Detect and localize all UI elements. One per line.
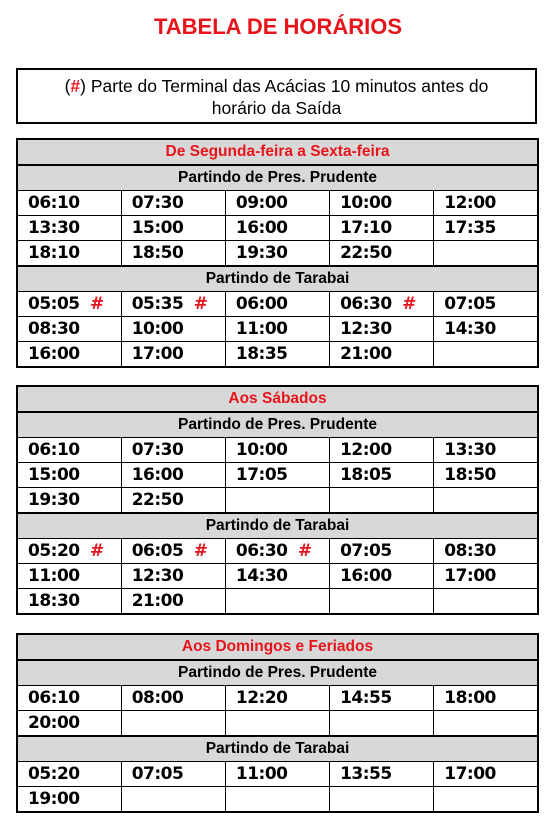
table-row	[17, 317, 538, 342]
time-cell: 06:10	[17, 191, 121, 216]
time-cell	[434, 342, 538, 368]
time-cell: 18:10	[17, 241, 121, 267]
time-cell: 13:30	[17, 216, 121, 241]
time-cell: 20:00	[17, 711, 121, 737]
table-row	[17, 216, 538, 241]
time-value: 06:30	[340, 294, 392, 314]
group-header: Partindo de Tarabai	[17, 513, 538, 539]
hash-marker: #	[297, 541, 312, 561]
hash-marker: #	[90, 294, 104, 314]
time-cell	[225, 711, 329, 737]
time-cell: 11:00	[17, 564, 121, 589]
group-header: Partindo de Tarabai	[17, 736, 538, 762]
table-row	[17, 241, 538, 267]
table-row	[17, 292, 538, 317]
note-text-line2: horário da Saída	[211, 98, 342, 118]
table-row	[17, 488, 538, 514]
time-cell: 19:00	[17, 787, 121, 813]
time-cell: 12:00	[330, 438, 434, 463]
time-cell: 18:00	[434, 686, 538, 711]
time-cell: 17:05	[225, 463, 329, 488]
table-row	[17, 438, 538, 463]
time-cell: 15:00	[121, 216, 225, 241]
time-cell: 07:30	[121, 438, 225, 463]
time-cell: 17:00	[434, 762, 538, 787]
hash-marker: #	[193, 294, 208, 314]
note-open-paren: (	[64, 76, 71, 96]
time-cell	[121, 711, 225, 737]
weekday-schedule-table	[16, 138, 539, 368]
time-cell: 10:00	[330, 191, 434, 216]
time-cell: 08:00	[121, 686, 225, 711]
note-text: ) Parte do Terminal das Acácias 10 minutos antes do	[80, 76, 489, 96]
time-cell-marked	[17, 292, 121, 317]
time-cell: 12:30	[330, 317, 434, 342]
hash-marker: #	[90, 541, 104, 561]
time-cell: 07:30	[121, 191, 225, 216]
time-cell	[434, 787, 538, 813]
time-cell: 14:55	[330, 686, 434, 711]
time-value: 05:05	[28, 294, 80, 314]
time-cell-marked	[121, 292, 225, 317]
time-cell: 06:00	[225, 292, 329, 317]
time-cell	[434, 488, 538, 514]
table-row	[17, 762, 538, 787]
time-value: 06:30	[235, 541, 288, 561]
time-cell: 10:00	[225, 438, 329, 463]
sunday-holiday-schedule-table	[16, 633, 539, 813]
time-cell: 13:55	[330, 762, 434, 787]
time-value: 05:20	[28, 541, 80, 561]
terminal-note	[16, 68, 537, 124]
time-cell: 19:30	[225, 241, 329, 267]
table-row	[17, 711, 538, 737]
time-cell: 22:50	[121, 488, 225, 514]
time-cell-marked	[330, 292, 434, 317]
time-cell: 22:50	[330, 241, 434, 267]
time-cell: 15:00	[17, 463, 121, 488]
time-cell-marked	[17, 539, 121, 564]
section-day-header: De Segunda-feira a Sexta-feira	[17, 139, 538, 165]
time-cell: 07:05	[434, 292, 538, 317]
time-cell: 17:00	[434, 564, 538, 589]
time-cell: 12:20	[225, 686, 329, 711]
time-cell: 12:30	[121, 564, 225, 589]
time-cell: 17:35	[434, 216, 538, 241]
time-cell	[121, 787, 225, 813]
table-row	[17, 342, 538, 368]
time-cell: 05:20	[17, 762, 121, 787]
time-cell	[225, 589, 329, 615]
time-cell: 07:05	[121, 762, 225, 787]
time-cell: 11:00	[225, 317, 329, 342]
time-cell: 16:00	[17, 342, 121, 368]
time-cell	[434, 711, 538, 737]
table-row	[17, 564, 538, 589]
time-cell: 08:30	[17, 317, 121, 342]
page-title: TABELA DE HORÁRIOS	[153, 14, 403, 39]
time-cell: 06:10	[17, 438, 121, 463]
time-cell: 18:50	[434, 463, 538, 488]
group-header: Partindo de Pres. Prudente	[17, 660, 538, 686]
time-cell: 14:30	[225, 564, 329, 589]
time-cell: 16:00	[330, 564, 434, 589]
time-cell: 18:50	[121, 241, 225, 267]
time-cell: 17:00	[121, 342, 225, 368]
time-cell	[330, 589, 434, 615]
time-cell	[330, 488, 434, 514]
section-day-header: Aos Domingos e Feriados	[17, 634, 538, 660]
time-cell: 21:00	[121, 589, 225, 615]
group-header: Partindo de Pres. Prudente	[17, 412, 538, 438]
section-day-header: Aos Sábados	[17, 386, 538, 412]
time-cell	[434, 241, 538, 267]
note-hash-marker: #	[70, 76, 81, 96]
time-value: 05:35	[131, 294, 184, 314]
group-header: Partindo de Tarabai	[17, 266, 538, 292]
hash-marker: #	[402, 294, 416, 314]
time-cell	[434, 589, 538, 615]
time-cell: 09:00	[225, 191, 329, 216]
time-cell: 11:00	[225, 762, 329, 787]
time-cell: 07:05	[330, 539, 434, 564]
table-row	[17, 463, 538, 488]
time-cell: 10:00	[121, 317, 225, 342]
table-row	[17, 686, 538, 711]
time-cell: 16:00	[121, 463, 225, 488]
table-row	[17, 787, 538, 813]
time-cell	[225, 787, 329, 813]
time-cell-marked	[225, 539, 329, 564]
time-cell: 18:30	[17, 589, 121, 615]
time-cell: 14:30	[434, 317, 538, 342]
table-row	[17, 589, 538, 615]
time-cell: 16:00	[225, 216, 329, 241]
time-cell: 06:10	[17, 686, 121, 711]
time-cell: 18:05	[330, 463, 434, 488]
time-cell-marked	[121, 539, 225, 564]
time-cell: 17:10	[330, 216, 434, 241]
time-cell	[330, 787, 434, 813]
table-row	[17, 539, 538, 564]
time-value: 06:05	[131, 541, 184, 561]
time-cell	[330, 711, 434, 737]
saturday-schedule-table	[16, 385, 539, 615]
time-cell: 13:30	[434, 438, 538, 463]
time-cell: 12:00	[434, 191, 538, 216]
time-cell	[225, 488, 329, 514]
table-row	[17, 191, 538, 216]
time-cell: 08:30	[434, 539, 538, 564]
group-header: Partindo de Pres. Prudente	[17, 165, 538, 191]
hash-marker: #	[193, 541, 208, 561]
time-cell: 19:30	[17, 488, 121, 514]
time-cell: 21:00	[330, 342, 434, 368]
time-cell: 18:35	[225, 342, 329, 368]
